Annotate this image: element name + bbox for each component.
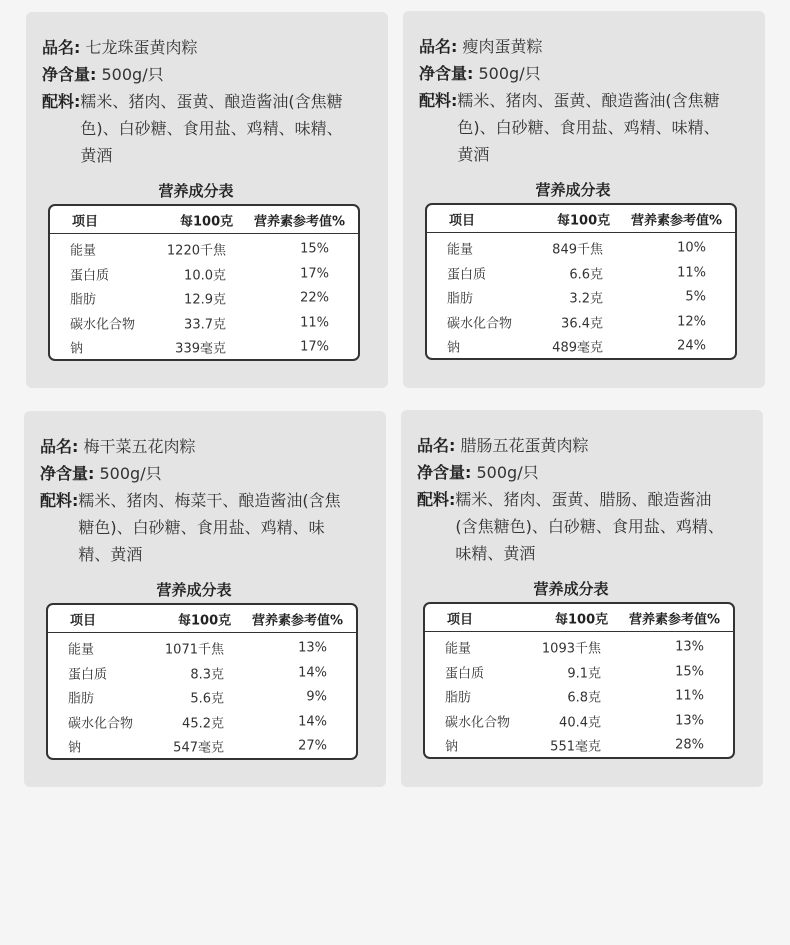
product-name-line: [419, 33, 749, 60]
name-label: 品名:: [42, 38, 81, 57]
table-row: [48, 661, 356, 686]
nutrient-name: 钠: [445, 739, 459, 755]
product-info: [417, 432, 747, 567]
nutrient-per100: 547毫克: [173, 740, 224, 756]
ingredients-line: [417, 486, 747, 567]
nutrient-nrv: 13%: [675, 639, 704, 655]
net-content-line: [419, 60, 749, 87]
nutrient-name: 碳水化合物: [68, 716, 134, 732]
nutrient-name: 碳水化合物: [445, 715, 511, 731]
nutrient-name: 蛋白质: [70, 268, 110, 284]
nutrition-table: [48, 204, 360, 361]
nutrient-nrv: 28%: [675, 737, 704, 753]
ingredients-text: 糯米、猪肉、梅菜干、酿造酱油(含焦糖色)、白砂糖、食用盐、鸡精、味精、黄酒: [78, 491, 341, 564]
nutrient-name: 能量: [447, 242, 474, 258]
nutrient-nrv: 9%: [306, 689, 327, 705]
name-label: 品名:: [417, 436, 456, 455]
nutrition-table: [425, 203, 737, 360]
nutrient-per100: 12.9克: [184, 292, 226, 308]
nutrient-per100: 339毫克: [175, 341, 226, 357]
nutrient-nrv: 14%: [298, 714, 327, 730]
product-card: [26, 12, 388, 388]
ingredients-label: 配料:: [40, 491, 79, 510]
nutrient-nrv: 17%: [300, 266, 329, 282]
ingredients-text: 糯米、猪肉、蛋黄、酿造酱油(含焦糖色)、白砂糖、食用盐、鸡精、味精、黄酒: [457, 91, 720, 164]
nutrient-name: 能量: [68, 642, 95, 658]
net-content: 500g/只: [476, 463, 539, 482]
nutrient-per100: 1220千焦: [166, 243, 226, 259]
ingredients-text: 糯米、猪肉、蛋黄、腊肠、酿造酱油(含焦糖色)、白砂糖、食用盐、鸡精、味精、黄酒: [455, 490, 724, 563]
table-row: [425, 709, 733, 734]
product-info: [42, 34, 372, 169]
name-label: 品名:: [40, 437, 79, 456]
table-row: [48, 685, 356, 710]
table-row: [48, 734, 356, 759]
table-row: [427, 334, 735, 359]
nutrient-per100: 1071千焦: [164, 642, 224, 658]
nutrient-per100: 9.1克: [567, 666, 601, 682]
nutrient-nrv: 24%: [677, 338, 706, 354]
nutrient-nrv: 14%: [298, 665, 327, 681]
nutrient-name: 脂肪: [68, 691, 95, 707]
table-row: [425, 733, 733, 758]
nutrient-per100: 489毫克: [552, 340, 603, 356]
nutrient-per100: 6.8克: [567, 690, 601, 706]
net-content-line: [40, 460, 370, 487]
nutrition-table-header: [427, 205, 735, 233]
nutrient-name: 脂肪: [445, 690, 472, 706]
table-row: [425, 660, 733, 685]
nutrient-per100: 36.4克: [561, 316, 603, 332]
table-row: [50, 311, 358, 336]
table-row: [50, 237, 358, 262]
nutrient-per100: 45.2克: [182, 716, 224, 732]
nutrition-table: [423, 602, 735, 759]
product-name-line: [40, 433, 370, 460]
nutrient-nrv: 22%: [300, 290, 329, 306]
col-item-header: 项目: [447, 612, 474, 627]
product-info: [40, 433, 370, 568]
nutrition-table-header: [425, 604, 733, 632]
nutrient-name: 蛋白质: [68, 667, 108, 683]
nutrient-nrv: 5%: [685, 289, 706, 305]
ingredients-line: [419, 87, 749, 168]
nutrition-table-header: [50, 206, 358, 234]
col-nrv-header: 营养素参考值%: [254, 214, 346, 229]
product-card: [24, 411, 386, 787]
nutrient-per100: 33.7克: [184, 317, 226, 333]
ingredients-label: 配料:: [419, 91, 458, 110]
nutrient-per100: 1093千焦: [541, 641, 601, 657]
table-row: [50, 262, 358, 287]
table-row: [425, 684, 733, 709]
nutrient-nrv: 15%: [675, 664, 704, 680]
nutrient-name: 蛋白质: [445, 666, 485, 682]
nutrition-table-body: [427, 233, 735, 359]
name-label: 品名:: [419, 37, 458, 56]
nutrition-table-title: 营养成分表: [533, 580, 609, 598]
ingredients-line: [40, 487, 370, 568]
product-card: [403, 11, 765, 388]
nutrient-name: 钠: [70, 341, 84, 357]
nutrient-nrv: 15%: [300, 241, 329, 257]
net-content: 500g/只: [101, 65, 164, 84]
nutrient-per100: 10.0克: [184, 268, 226, 284]
table-row: [427, 236, 735, 261]
col-per100-header: 每100克: [557, 213, 611, 228]
nutrition-table-body: [50, 234, 358, 360]
nutrition-table-body: [425, 632, 733, 758]
nutrition-table-title: 营养成分表: [158, 182, 234, 200]
net-label: 净含量:: [40, 464, 95, 483]
col-per100-header: 每100克: [180, 214, 234, 229]
nutrient-per100: 3.2克: [569, 291, 603, 307]
product-info: [419, 33, 749, 168]
table-row: [48, 636, 356, 661]
nutrient-nrv: 10%: [677, 240, 706, 256]
nutrition-table-title: 营养成分表: [156, 581, 232, 599]
nutrient-nrv: 11%: [675, 688, 704, 704]
net-content-line: [42, 61, 372, 88]
col-nrv-header: 营养素参考值%: [629, 612, 721, 627]
nutrient-per100: 40.4克: [559, 715, 601, 731]
col-per100-header: 每100克: [555, 612, 609, 627]
product-name-line: [417, 432, 747, 459]
nutrition-table-header: [48, 605, 356, 633]
nutrition-table: [46, 603, 358, 760]
net-content-line: [417, 459, 747, 486]
product-name: 梅干菜五花肉粽: [83, 437, 196, 456]
nutrient-name: 碳水化合物: [447, 316, 513, 332]
ingredients-label: 配料:: [417, 490, 456, 509]
nutrient-nrv: 27%: [298, 738, 327, 754]
ingredients-line: [42, 88, 372, 169]
col-item-header: 项目: [72, 214, 99, 229]
table-row: [427, 310, 735, 335]
product-card: [401, 410, 763, 787]
nutrient-nrv: 17%: [300, 339, 329, 355]
nutrient-per100: 8.3克: [190, 667, 224, 683]
nutrient-name: 脂肪: [70, 292, 97, 308]
col-item-header: 项目: [449, 213, 476, 228]
nutrient-nrv: 11%: [677, 265, 706, 281]
nutrient-name: 能量: [445, 641, 472, 657]
nutrition-table-title: 营养成分表: [535, 181, 611, 199]
nutrient-nrv: 12%: [677, 314, 706, 330]
ingredients-text: 糯米、猪肉、蛋黄、酿造酱油(含焦糖色)、白砂糖、食用盐、鸡精、味精、黄酒: [80, 92, 343, 165]
net-label: 净含量:: [417, 463, 472, 482]
nutrient-nrv: 13%: [298, 640, 327, 656]
table-row: [427, 285, 735, 310]
nutrient-name: 能量: [70, 243, 97, 259]
nutrient-nrv: 11%: [300, 315, 329, 331]
nutrient-per100: 849千焦: [552, 242, 603, 258]
nutrition-table-body: [48, 633, 356, 759]
nutrient-name: 碳水化合物: [70, 317, 136, 333]
table-row: [48, 710, 356, 735]
ingredients-label: 配料:: [42, 92, 81, 111]
nutrient-per100: 551毫克: [550, 739, 601, 755]
product-name: 腊肠五花蛋黄肉粽: [460, 436, 589, 455]
table-row: [427, 261, 735, 286]
net-label: 净含量:: [42, 65, 97, 84]
nutrient-nrv: 13%: [675, 713, 704, 729]
table-row: [425, 635, 733, 660]
nutrient-per100: 5.6克: [190, 691, 224, 707]
net-content: 500g/只: [478, 64, 541, 83]
net-content: 500g/只: [99, 464, 162, 483]
product-name-line: [42, 34, 372, 61]
product-name: 瘦肉蛋黄粽: [462, 37, 543, 56]
table-row: [50, 286, 358, 311]
net-label: 净含量:: [419, 64, 474, 83]
col-item-header: 项目: [70, 613, 97, 628]
col-nrv-header: 营养素参考值%: [252, 613, 344, 628]
nutrient-name: 脂肪: [447, 291, 474, 307]
product-name: 七龙珠蛋黄肉粽: [85, 38, 198, 57]
nutrient-per100: 6.6克: [569, 267, 603, 283]
table-row: [50, 335, 358, 360]
col-per100-header: 每100克: [178, 613, 232, 628]
col-nrv-header: 营养素参考值%: [631, 213, 723, 228]
nutrient-name: 钠: [447, 340, 461, 356]
nutrient-name: 蛋白质: [447, 267, 487, 283]
nutrient-name: 钠: [68, 740, 82, 756]
